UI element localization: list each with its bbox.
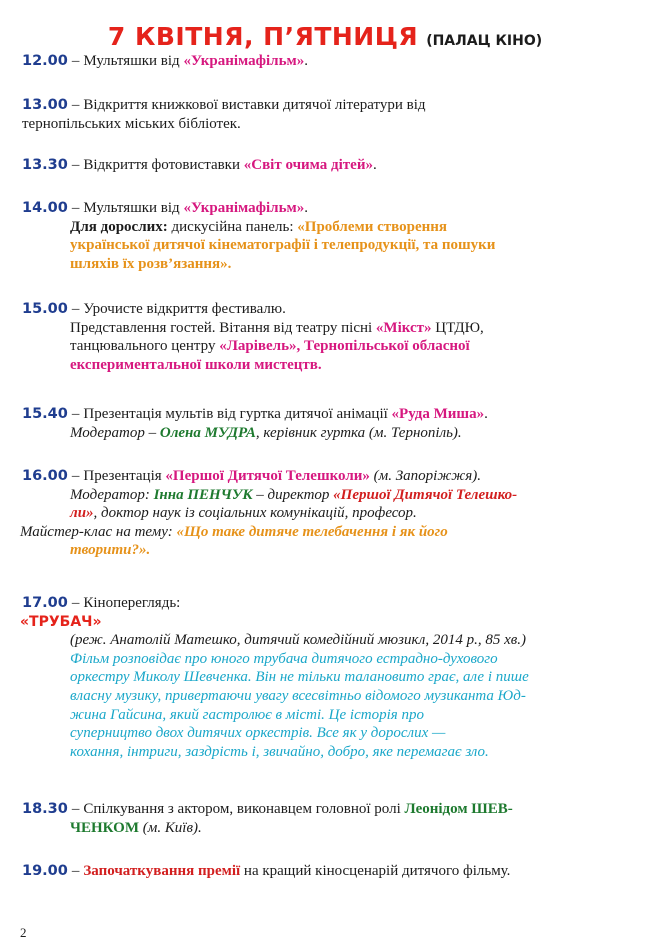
event-time: 18.30 <box>22 801 68 817</box>
event-1540: 15.40 – Презентація мультів від гуртка дитячої анімації «Руда Миша». Модератор – Олена МУДРА, керівник гуртка (м. Тернопіль). <box>22 406 488 441</box>
event-time: 16.00 <box>22 468 68 484</box>
event-time: 17.00 <box>22 595 68 611</box>
event-time: 12.00 <box>22 53 68 69</box>
event-1400: 14.00 – Мультяшки від «Укранімафільм». Для дорослих: дискусійна панель: «Проблеми створення української дитячої кінематографії і телепродукції, та пошуки шляхів їх розв’язання». <box>22 200 496 272</box>
event-1300: 13.00 – Відкриття книжкової виставки дитячої літератури від тернопільських міських бібліотек. <box>22 97 426 132</box>
event-1900: 19.00 – Започаткування премії на кращий кіносценарій дитячого фільму. <box>22 863 511 879</box>
event-1830: 18.30 – Спілкування з актором, виконавцем головної ролі Леонідом ШЕВ- ЧЕНКОМ (м. Київ). <box>22 801 513 836</box>
event-1200: 12.00 – Мультяшки від «Укранімафільм». <box>22 53 309 69</box>
film-title: «ТРУБАЧ» <box>20 613 102 630</box>
event-time: 15.00 <box>22 301 68 317</box>
header-title: 7 КВІТНЯ, П’ЯТНИЦЯ <box>107 22 419 51</box>
event-1330: 13.30 – Відкриття фотовиставки «Світ очима дітей». <box>22 157 377 173</box>
event-1700: 17.00 – Кінопереглядь: «ТРУБАЧ» (реж. Анатолій Матешко, дитячий комедійний мюзикл, 2014 р., 85 хв.) Фільм розповідає про юного трубача дитячого естрадно-духового оркестру Миколу Шевченка. Він не тільки талановито грає, але і пише власну музику, привертаючи увагу всесвітньо відомого музиканта Юд- жина Гайсина, який гастролює в місті. Це історія про суперництво двох дитячих оркестрів. Все як у дорослих — кохання, інтриги, заздрість і, звичайно, добро, яке перемагає зло. <box>20 595 529 760</box>
event-time: 14.00 <box>22 200 68 216</box>
event-1500: 15.00 – Урочисте відкриття фестивалю. Представлення гостей. Вітання від театру пісні «Мікст» ЦТДЮ, танцювального центру «Ларівель», Тернопільської обласної експериментальної школи мистецтв. <box>22 301 484 373</box>
page-number: 2 <box>20 925 27 940</box>
event-time: 13.30 <box>22 157 68 173</box>
page-header <box>0 22 650 51</box>
event-1600: 16.00 – Презентація «Першої Дитячої Телешколи» (м. Запоріжжя). Модератор: Інна ПЕНЧУК – директор «Першої Дитячої Телешко- ли», доктор наук із соціальних комунікацій, професор. Майстер-клас на тему: «Що таке дитяче телебачення і як його творити?». <box>20 468 518 559</box>
event-time: 13.00 <box>22 97 68 113</box>
header-venue: (ПАЛАЦ КІНО) <box>426 33 543 49</box>
event-time: 15.40 <box>22 406 68 422</box>
event-time: 19.00 <box>22 863 68 879</box>
